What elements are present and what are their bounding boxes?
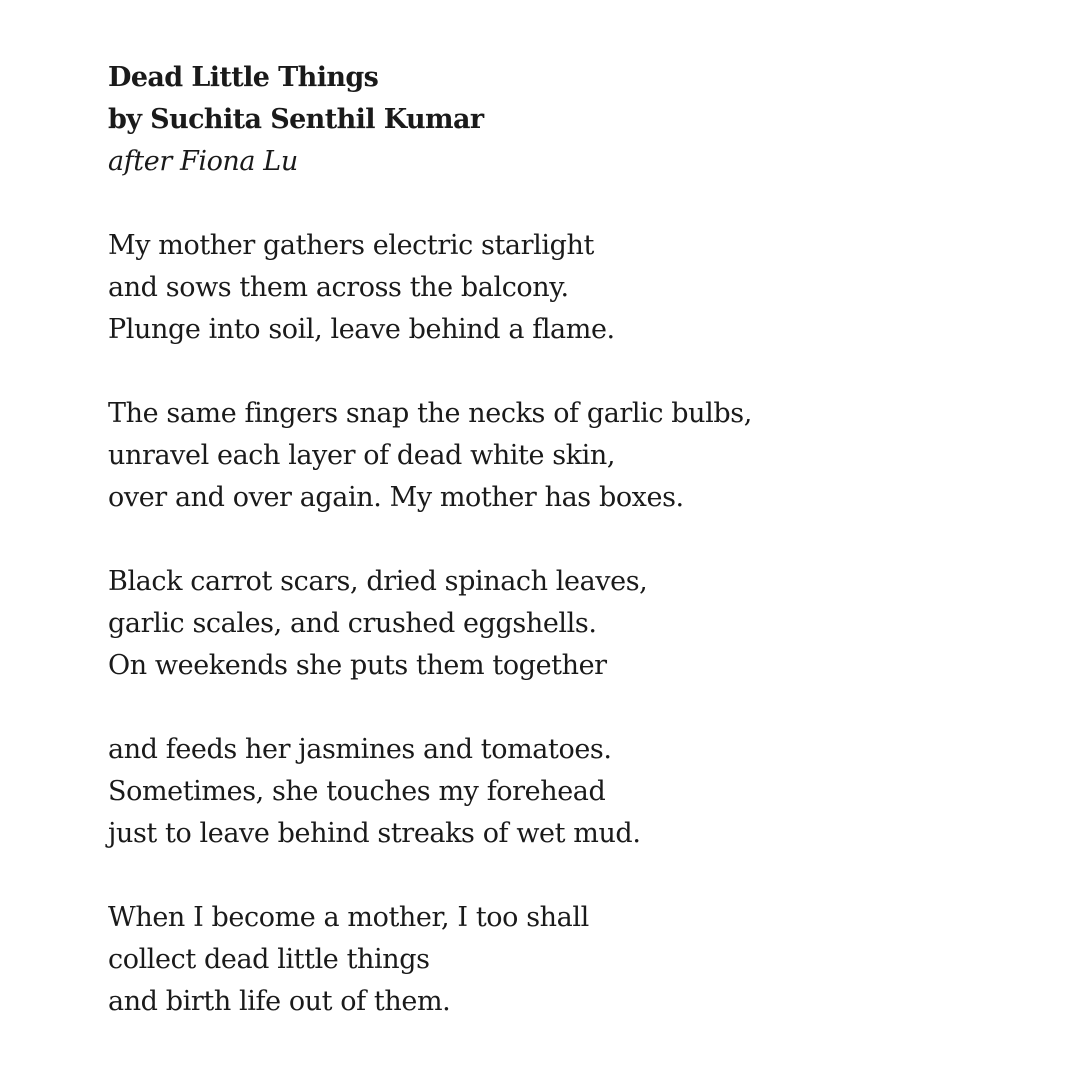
poem-line: Black carrot scars, dried spinach leaves, [108, 566, 648, 597]
poem-header [108, 57, 1008, 183]
poem-line: On weekends she puts them together [108, 650, 607, 681]
poem-line: and feeds her jasmines and tomatoes. [108, 734, 612, 765]
stanza-1 [108, 225, 1008, 351]
poem-line: The same fingers snap the necks of garlic bulbs, [108, 398, 752, 429]
poem-line: When I become a mother, I too shall [108, 902, 589, 933]
poem-line: Sometimes, she touches my forehead [108, 776, 606, 807]
poem-line: garlic scales, and crushed eggshells. [108, 608, 597, 639]
poem-line: Plunge into soil, leave behind a flame. [108, 314, 615, 345]
poem-line: collect dead little things [108, 944, 430, 975]
poem-line: unravel each layer of dead white skin, [108, 440, 616, 471]
stanza-2 [108, 393, 1008, 519]
poem-epigraph: after Fiona Lu [108, 146, 298, 177]
poem-line: and sows them across the balcony. [108, 272, 569, 303]
poem-line: just to leave behind streaks of wet mud. [108, 818, 641, 849]
poem-line: and birth life out of them. [108, 986, 451, 1017]
stanza-3 [108, 561, 1008, 687]
poem-byline: by Suchita Senthil Kumar [108, 104, 484, 135]
poem-line: My mother gathers electric starlight [108, 230, 594, 261]
poem-page [108, 57, 1008, 1023]
stanza-4 [108, 729, 1008, 855]
stanza-5 [108, 897, 1008, 1023]
poem-line: over and over again. My mother has boxes. [108, 482, 684, 513]
poem-title: Dead Little Things [108, 62, 379, 93]
